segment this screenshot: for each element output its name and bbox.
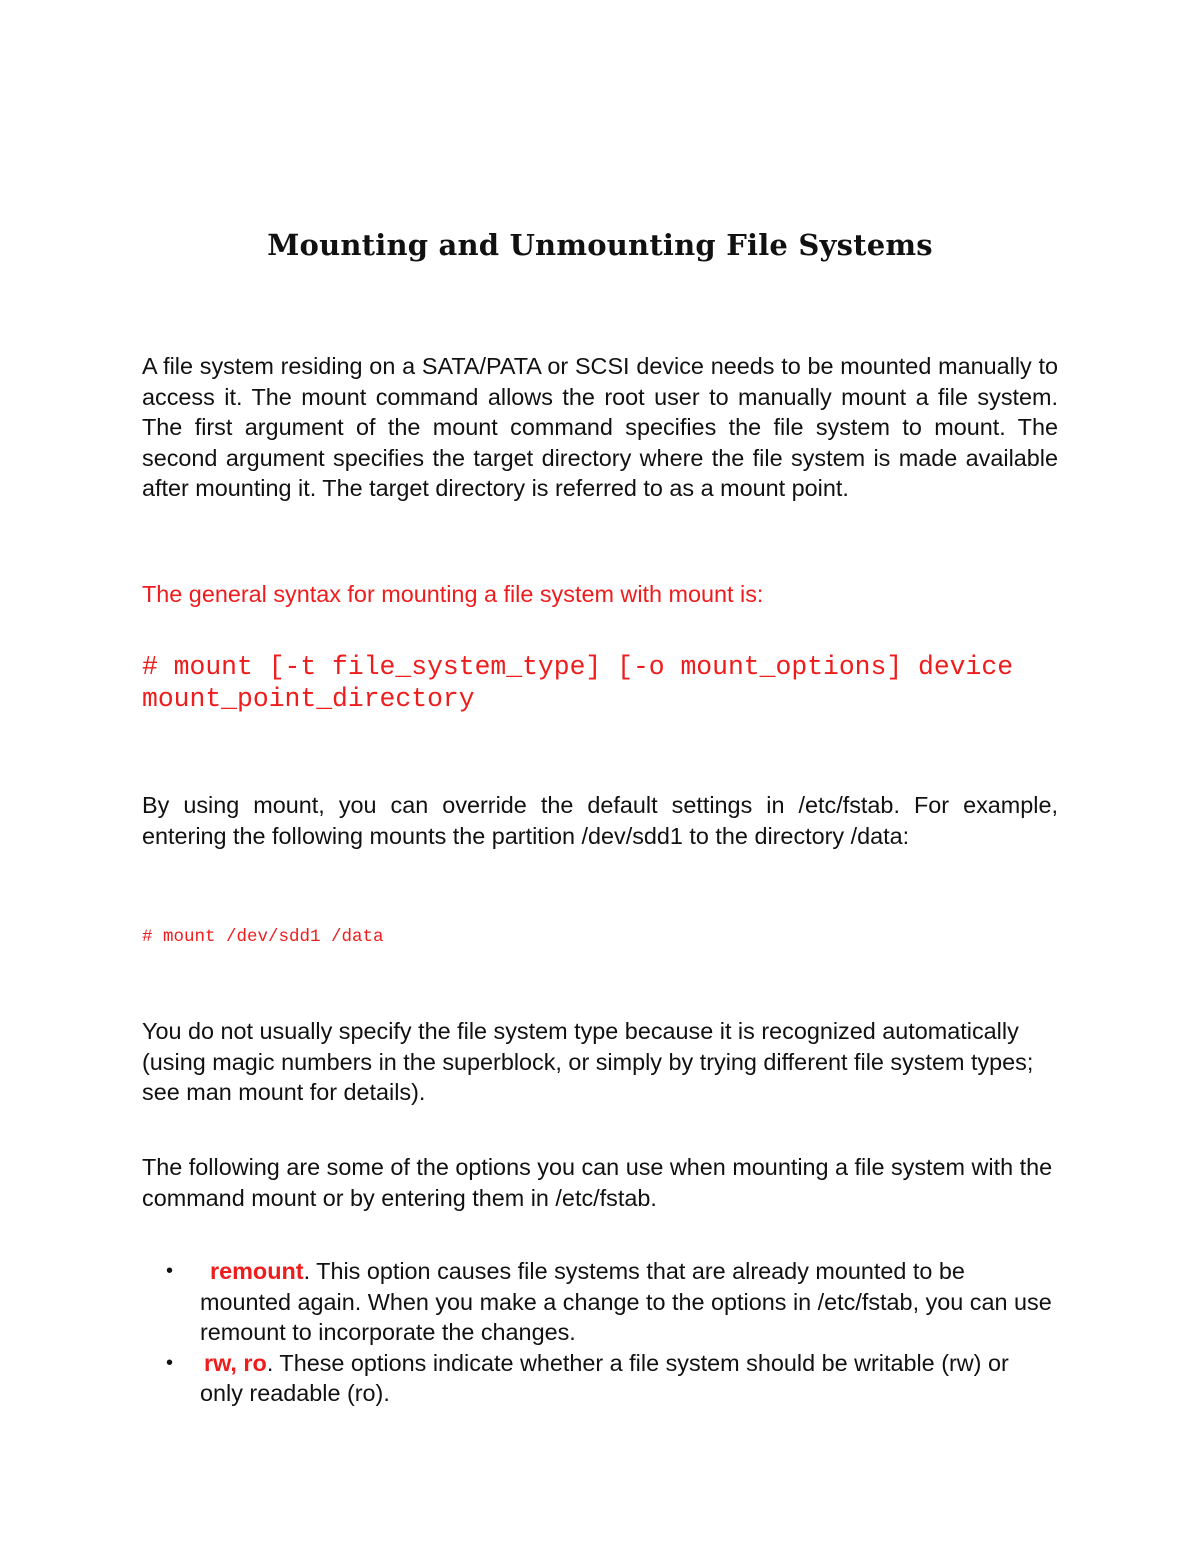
bullet-icon: • <box>166 1351 174 1374</box>
option-name: rw, ro <box>204 1349 267 1376</box>
bullet-icon: • <box>166 1260 174 1282</box>
option-description: . These options indicate whether a file system should be writable (rw) or only readable (ro). <box>200 1349 1009 1406</box>
options-list <box>142 1256 1058 1409</box>
intro-paragraph: A file system residing on a SATA/PATA or SCSI device needs to be mounted manually to access it. The mount command allows the root user to manually mount a file system. The first argument of the mount command specifies the file system to mount. The second argument specifies the target directory where the file system is made available after mounting it. The target directory is referred to as a mount point. <box>142 353 1058 501</box>
example-code: # mount /dev/sdd1 /data <box>142 927 384 947</box>
page-title: Mounting and Unmounting File Systems <box>267 228 933 262</box>
list-item <box>142 1256 1058 1348</box>
syntax-heading: The general syntax for mounting a file system with mount is: <box>142 581 764 607</box>
syntax-code-block <box>142 651 1072 715</box>
syntax-code-line: # mount [-t file_system_type] [-o mount_options] device <box>142 652 1014 682</box>
syntax-code-line: mount_point_directory <box>142 684 475 714</box>
list-item <box>142 1348 1058 1409</box>
option-description: . This option causes file systems that are already mounted to be mounted again. When you make a change to the options in /etc/fstab, you can use remount to incorporate the changes. <box>200 1258 1052 1345</box>
override-paragraph: By using mount, you can override the default settings in /etc/fstab. For example, entering the following mounts the partition /dev/sdd1 to the directory /data: <box>142 792 1058 849</box>
options-intro-paragraph: The following are some of the options you can use when mounting a file system with the command mount or by entering them in /etc/fstab. <box>142 1154 1053 1211</box>
fstype-paragraph: You do not usually specify the file system type because it is recognized automatically (using magic numbers in the superblock, or simply by trying different file system types; see man mount for details). <box>142 1018 1034 1105</box>
option-name: remount <box>210 1258 304 1284</box>
